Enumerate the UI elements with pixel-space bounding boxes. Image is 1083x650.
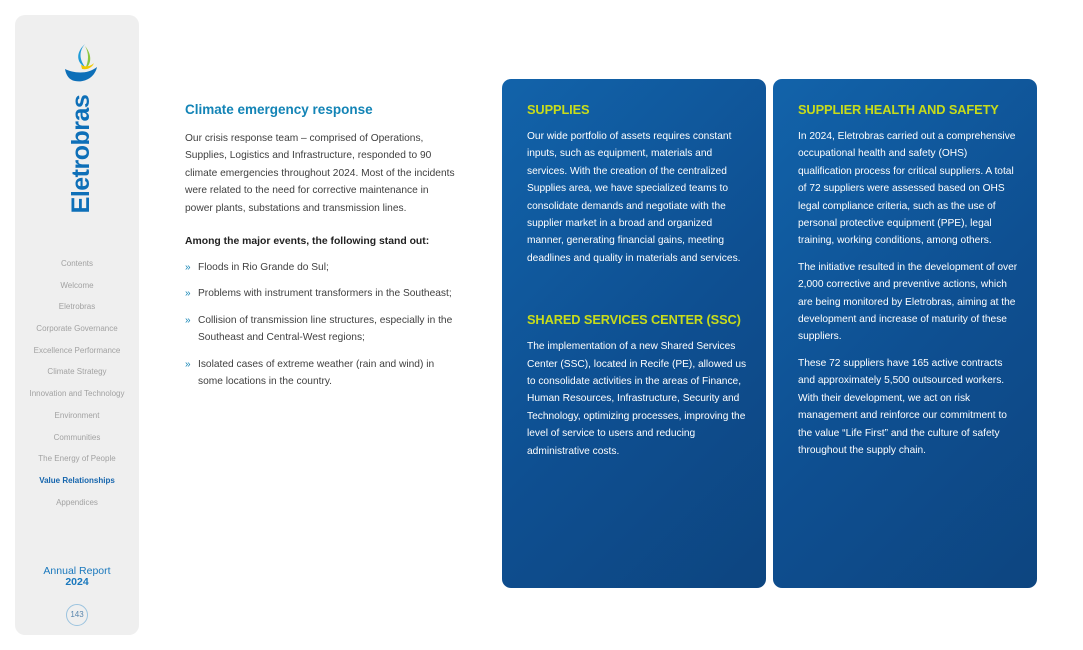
nav-item-environment[interactable]: Environment bbox=[54, 410, 100, 420]
intro-paragraph: Our crisis response team – comprised of Operations, Supplies, Logistics and Infrastructure, responded to 90 climate emergencies throughout 2024. Most of the incidents were related to the need for corrective maintenance in power plants, substations and transmission lines. bbox=[185, 133, 455, 214]
nav-item-communities[interactable]: Communities bbox=[53, 432, 101, 442]
events-subheading: Among the major events, the following stand out: bbox=[185, 236, 430, 248]
nav-item-eletrobras[interactable]: Eletrobras bbox=[58, 302, 96, 312]
health-safety-title: SUPPLIER HEALTH AND SAFETY bbox=[798, 102, 999, 117]
health-safety-paragraph-2: The initiative resulted in the development of over 2,000 corrective and preventive actions, which are being monitored by Eletrobras, aiming at the development and increase of maturity of these suppliers. bbox=[798, 261, 1018, 343]
nav-item-value-relationships[interactable]: Value Relationships bbox=[39, 475, 115, 485]
logo-wordmark: Eletrobras bbox=[67, 94, 95, 214]
eletrobras-logo[interactable] bbox=[63, 43, 99, 214]
supplies-title: SUPPLIES bbox=[527, 102, 590, 117]
nav-item-appendices[interactable]: Appendices bbox=[56, 497, 98, 507]
nav-item-climate-strategy[interactable]: Climate Strategy bbox=[47, 367, 107, 377]
ssc-title: SHARED SERVICES CENTER (SSC) bbox=[527, 312, 741, 328]
chevron-bullet-icon: » bbox=[185, 288, 191, 300]
nav-item-energy-of-people[interactable]: The Energy of People bbox=[38, 454, 116, 464]
climate-emergency-section bbox=[185, 100, 455, 399]
ssc-text: The implementation of a new Shared Services Center (SSC), located in Recife (PE), allowed us to consolidate activities in the areas of Finance, Human Resources, Infrastructure, Security and Technology, optimizing processes, improving the level of service to users and reducing administrative costs. bbox=[527, 341, 747, 457]
nav-item-welcome[interactable]: Welcome bbox=[60, 280, 94, 290]
list-item bbox=[185, 285, 455, 302]
nav-item-corporate-governance[interactable]: Corporate Governance bbox=[36, 324, 118, 334]
nav-item-excellence-performance[interactable]: Excellence Performance bbox=[33, 345, 121, 355]
list-item bbox=[185, 356, 455, 391]
logo-leaf-icon bbox=[63, 43, 99, 83]
list-item-text: Problems with instrument transformers in the Southeast; bbox=[198, 288, 452, 300]
health-safety-paragraph-1: In 2024, Eletrobras carried out a comprehensive occupational health and safety (OHS) qualification process for critical suppliers. A total of 72 suppliers were assessed based on OHS legal compliance criteria, such as the use of personal protective equipment (PPE), legal training, working conditions, among others. bbox=[798, 131, 1016, 247]
nav-item-innovation-technology[interactable]: Innovation and Technology bbox=[29, 389, 125, 399]
list-item bbox=[185, 312, 455, 347]
page-number: 143 bbox=[66, 604, 88, 626]
list-item-text: Isolated cases of extreme weather (rain and wind) in some locations in the country. bbox=[198, 358, 435, 388]
chevron-bullet-icon: » bbox=[185, 314, 191, 326]
list-item-text: Collision of transmission line structures, especially in the Southeast and Central-West regions; bbox=[198, 314, 453, 344]
sidebar-nav bbox=[15, 253, 139, 513]
events-list bbox=[185, 259, 455, 390]
supplies-text: Our wide portfolio of assets requires constant inputs, such as equipment, materials and services. With the creation of the centralized Supplies area, we have specialized teams to consolidate demands and negotiate with the supplier market in a broad and organized manner, generating financial gains, meeting deadlines and quality in materials and services. bbox=[527, 131, 741, 264]
report-year: 2024 bbox=[65, 576, 89, 588]
sidebar bbox=[15, 15, 139, 635]
annual-report-label bbox=[15, 566, 139, 588]
list-item-text: Floods in Rio Grande do Sul; bbox=[198, 262, 329, 274]
list-item bbox=[185, 259, 455, 276]
nav-item-contents[interactable]: Contents bbox=[60, 259, 94, 268]
chevron-bullet-icon: » bbox=[185, 358, 191, 370]
section-heading: Climate emergency response bbox=[185, 102, 373, 117]
supplier-health-safety-card bbox=[773, 79, 1037, 588]
health-safety-paragraph-3: These 72 suppliers have 165 active contracts and approximately 5,500 outsourced workers. With their development, we act on risk management and reinforce our commitment to the value “Life First” and the culture of safety throughout the supply chain. bbox=[798, 357, 1007, 456]
report-title: Annual Report bbox=[43, 565, 111, 577]
chevron-bullet-icon: » bbox=[185, 262, 191, 274]
supplies-card bbox=[502, 79, 766, 588]
